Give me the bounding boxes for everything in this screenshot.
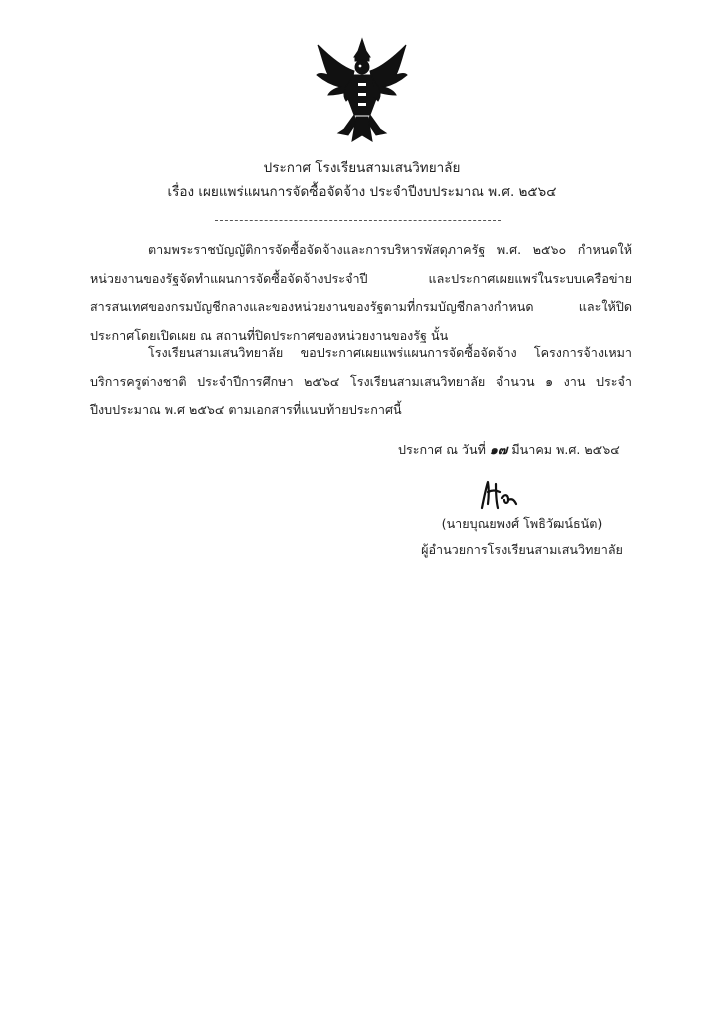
handwritten-signature-icon (474, 478, 522, 512)
signatory-position: ผู้อำนวยการโรงเรียนสามเสนวิทยาลัย (421, 542, 623, 557)
date-prefix: ประกาศ ณ วันที่ (398, 442, 490, 457)
announcement-date (398, 440, 638, 460)
dashed-divider (215, 220, 501, 221)
announcement-title: ประกาศ โรงเรียนสามเสนวิทยาลัย (263, 160, 461, 176)
body-paragraph-2: โรงเรียนสามเสนวิทยาลัย ขอประกาศเผยแพร่แผนการจัดซื้อจัดจ้าง โครงการจ้างเหมาบริการครูต่างชาติ ประจำปีการศึกษา ๒๕๖๔ โรงเรียนสามเสนวิทยาลัย จำนวน ๑ งาน ประจำปีงบประมาณ พ.ศ ๒๕๖๔ ตามเอกสารที่แนบท้ายประกาศนี้ (90, 345, 632, 417)
announcement-subject: เรื่อง เผยแพร่แผนการจัดซื้อจัดจ้าง ประจำปีงบประมาณ พ.ศ. ๒๕๖๔ (167, 184, 557, 200)
garuda-emblem-icon (314, 37, 410, 145)
date-day: ๑๗ (489, 442, 508, 457)
date-suffix: มีนาคม พ.ศ. ๒๕๖๔ (507, 442, 620, 457)
signatory-name: (นายบุณยพงศ์ โพธิวัฒน์ธนัต) (441, 516, 603, 531)
body-paragraph-1: ตามพระราชบัญญัติการจัดซื้อจัดจ้างและการบริหารพัสดุภาครัฐ พ.ศ. ๒๕๖๐ กำหนดให้หน่วยงานของรัฐจัดทำแผนการจัดซื้อจัดจ้างประจำปี และประกาศเผยแพร่ในระบบเครือข่ายสารสนเทศของกรมบัญชีกลางและของหน่วยงานของรัฐตามที่กรมบัญชีกลางกำหนด และให้ปิดประกาศโดยเปิดเผย ณ สถานที่ปิดประกาศของหน่วยงานของรัฐ นั้น (90, 242, 632, 343)
